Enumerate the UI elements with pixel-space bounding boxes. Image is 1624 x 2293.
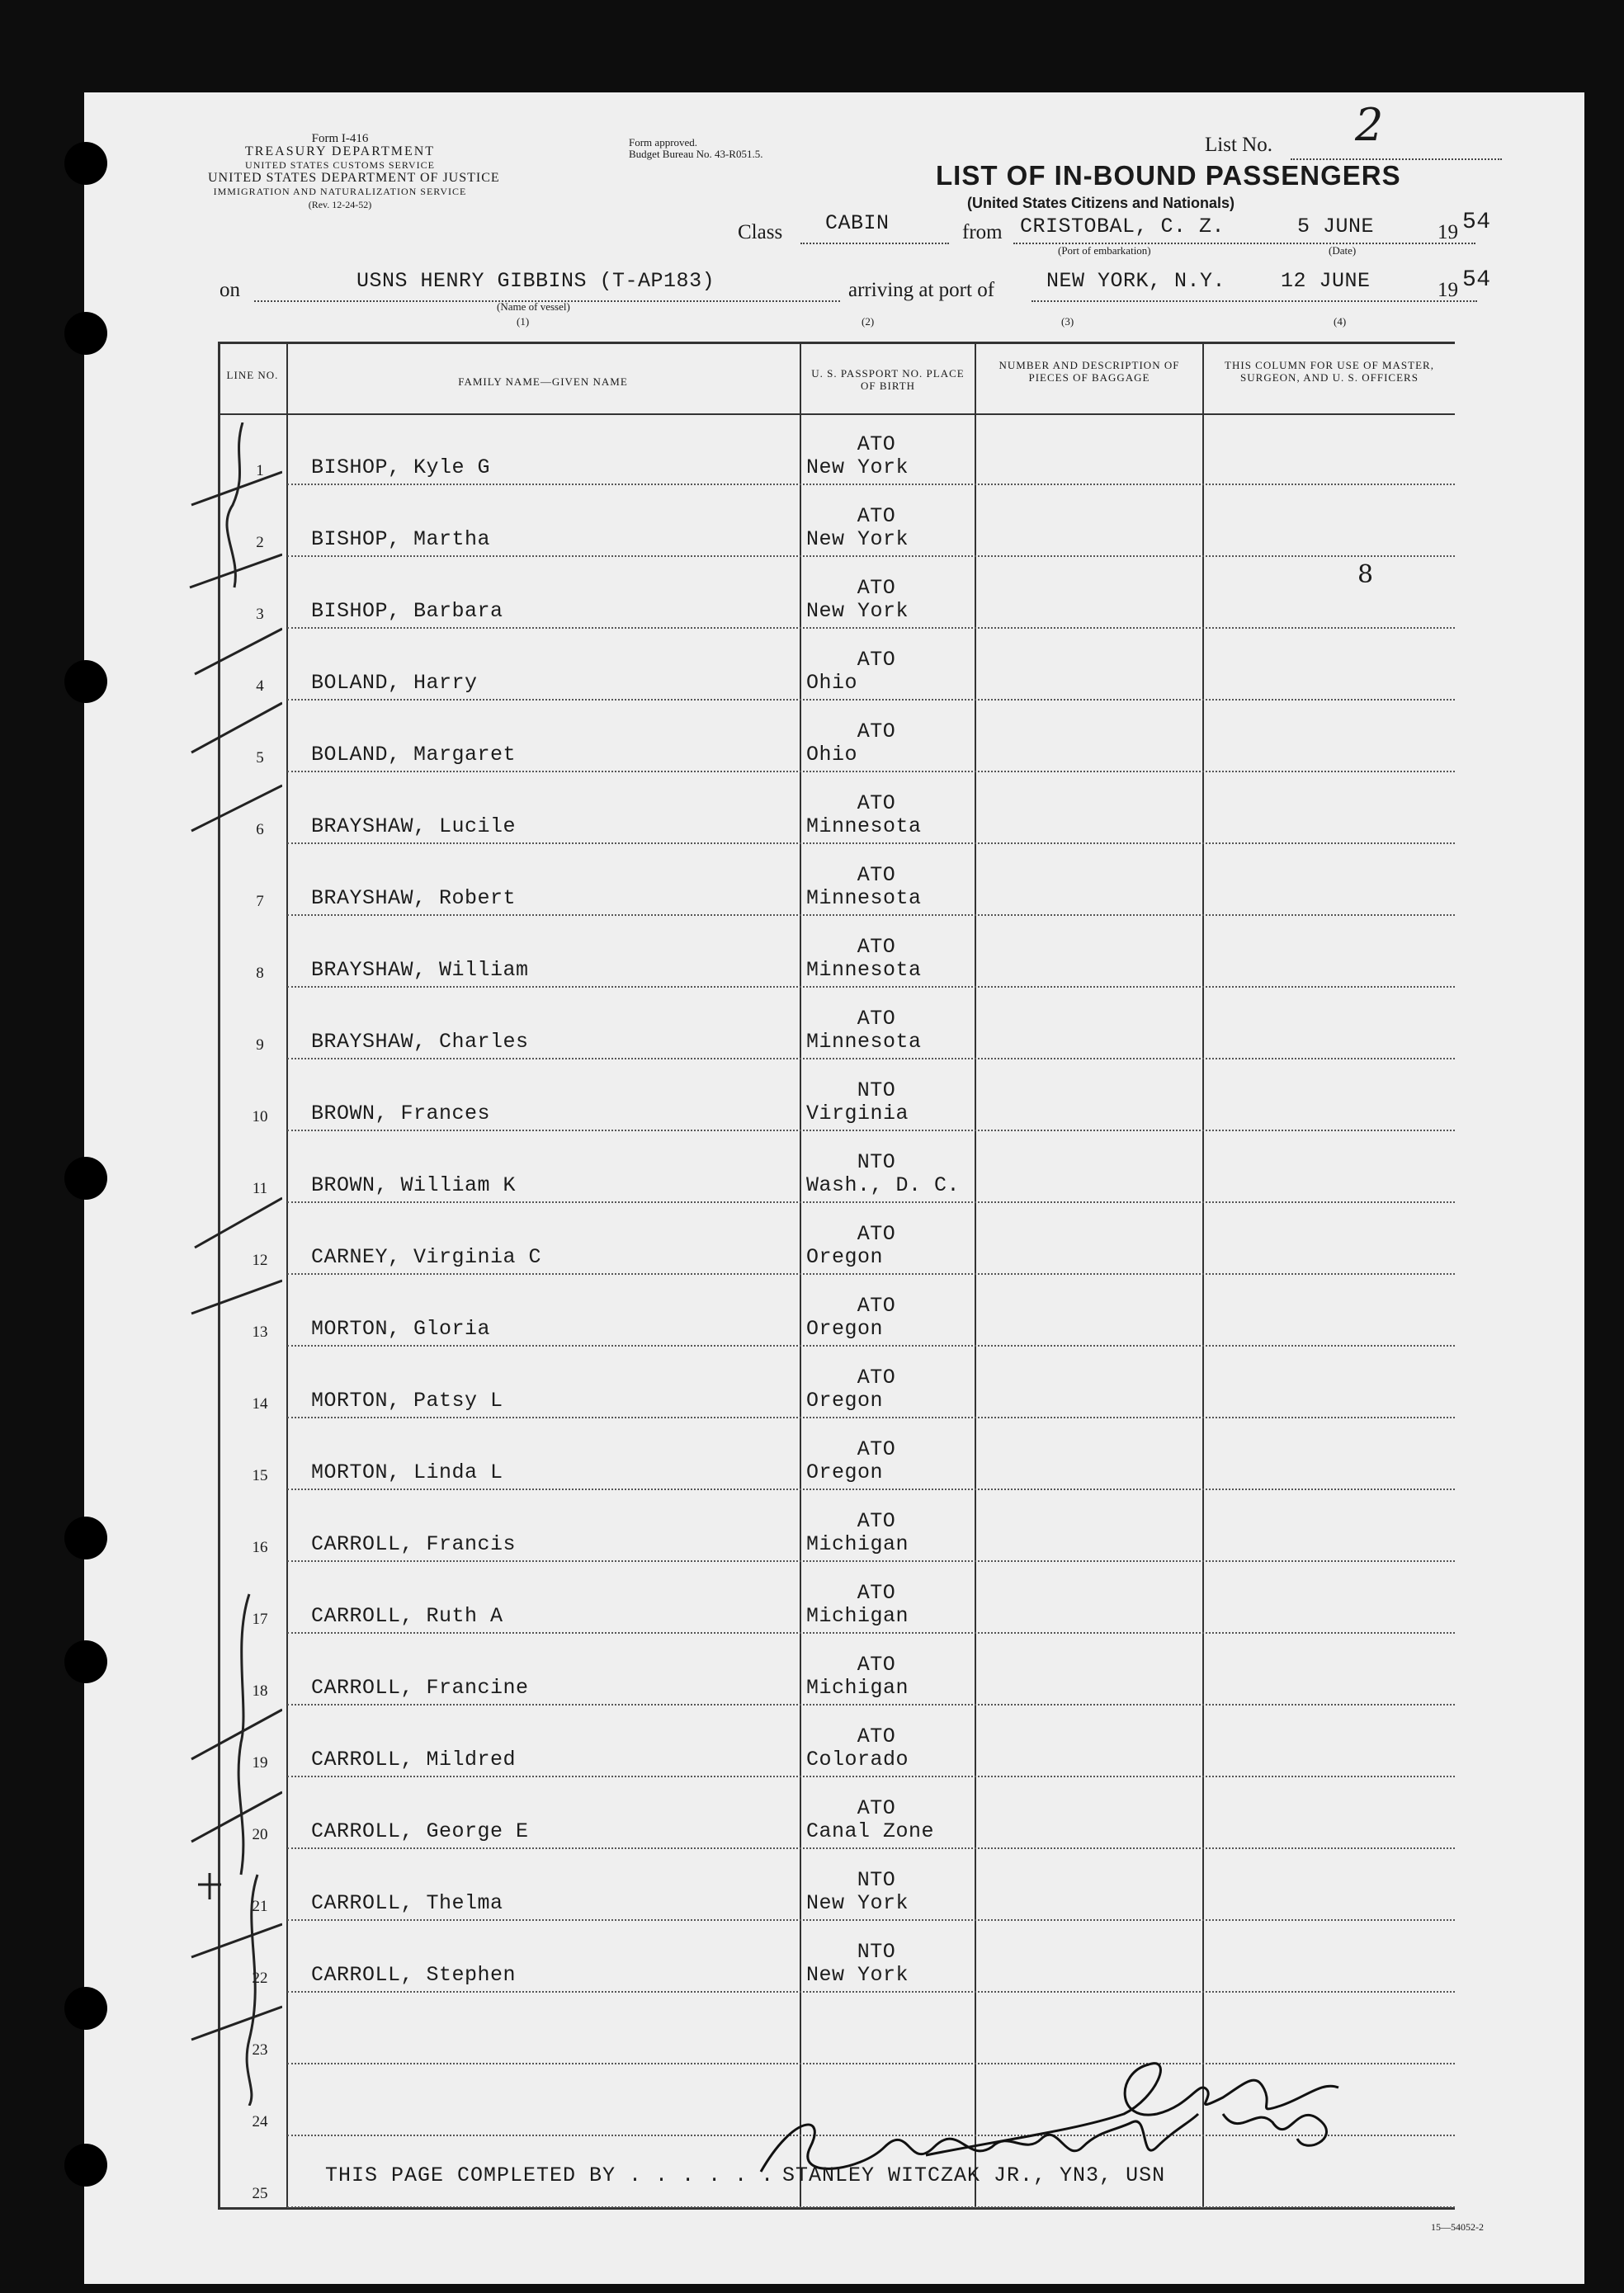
justice-label: UNITED STATES DEPARTMENT OF JUSTICE <box>208 171 500 185</box>
year-prefix-1: 19 <box>1438 221 1458 243</box>
line-number: 3 <box>256 606 264 623</box>
passenger-name: CARROLL, George E <box>311 1819 529 1843</box>
passenger-name: BROWN, William K <box>311 1173 517 1197</box>
table-row <box>220 1490 1455 1562</box>
passport-code: ATO <box>857 791 896 815</box>
col-header-passport: U. S. PASSPORT NO. PLACE OF BIRTH <box>811 367 965 392</box>
page-subtitle: (United States Citizens and Nationals) <box>967 195 1235 211</box>
form-approved-line-1: Form approved. <box>629 136 698 149</box>
place-of-birth: Canal Zone <box>806 1819 935 1843</box>
passport-code: ATO <box>857 576 896 600</box>
place-of-birth: Michigan <box>806 1604 909 1628</box>
place-of-birth: Wash., D. C. <box>806 1173 961 1197</box>
line-number: 14 <box>252 1395 268 1413</box>
line-number: 8 <box>256 965 264 982</box>
passenger-name: BISHOP, Barbara <box>311 599 503 623</box>
line-number: 15 <box>252 1467 268 1484</box>
table-row <box>220 916 1455 988</box>
punch-hole <box>64 2144 107 2187</box>
passport-code: ATO <box>857 1796 896 1820</box>
table-row <box>220 1777 1455 1849</box>
class-underline <box>800 243 949 244</box>
place-of-birth: New York <box>806 1891 909 1915</box>
line-number: 17 <box>252 1611 268 1628</box>
passenger-name: CARNEY, Virginia C <box>311 1245 542 1269</box>
caption-2: (2) <box>862 315 875 328</box>
col-header-line-no: LINE NO. <box>226 369 279 381</box>
table-row <box>220 844 1455 916</box>
table-row <box>220 1634 1455 1706</box>
table-row <box>220 1921 1455 1993</box>
line-number: 7 <box>256 893 264 910</box>
arrive-underline <box>1032 300 1477 302</box>
year-1: 54 <box>1462 210 1491 235</box>
form-approved <box>629 137 762 160</box>
table-row <box>220 557 1455 629</box>
arrive-date: 12 JUNE <box>1281 269 1371 293</box>
line-number: 16 <box>252 1539 268 1556</box>
revision-label: (Rev. 12-24-52) <box>308 199 372 210</box>
passenger-name: BOLAND, Harry <box>311 671 478 695</box>
passport-code: ATO <box>857 432 896 456</box>
completed-by-label: THIS PAGE COMPLETED BY . . . . . . <box>325 2163 775 2187</box>
passenger-name: BRAYSHAW, Lucile <box>311 814 517 838</box>
line-number: 12 <box>252 1252 268 1269</box>
line-number: 24 <box>252 2113 268 2130</box>
treasury-label: TREASURY DEPARTMENT <box>244 144 436 158</box>
passenger-name: BRAYSHAW, William <box>311 958 529 982</box>
agency-block <box>208 132 500 211</box>
form-approved-line-2: Budget Bureau No. 43-R051.5. <box>629 148 763 160</box>
place-of-birth: Michigan <box>806 1676 909 1700</box>
place-of-birth: New York <box>806 599 909 623</box>
table-row <box>220 1849 1455 1921</box>
caption-1: (1) <box>517 315 530 328</box>
place-of-birth: Michigan <box>806 1532 909 1556</box>
table-row <box>220 1059 1455 1131</box>
handwritten-brackets <box>183 422 282 2106</box>
place-of-birth: Minnesota <box>806 1030 922 1054</box>
table-row <box>220 772 1455 844</box>
passport-code: ATO <box>857 1007 896 1031</box>
line-number: 20 <box>252 1826 268 1843</box>
table-row <box>220 1203 1455 1275</box>
on-label: on <box>220 279 240 301</box>
passport-code: ATO <box>857 720 896 743</box>
line-number: 25 <box>252 2185 268 2202</box>
place-of-birth: New York <box>806 455 909 479</box>
line-number: 1 <box>256 462 264 479</box>
punch-hole <box>64 1987 107 2030</box>
class-value: CABIN <box>825 211 890 235</box>
passenger-name: BRAYSHAW, Charles <box>311 1030 529 1054</box>
passenger-name: BISHOP, Martha <box>311 527 491 551</box>
table-row <box>220 1347 1455 1418</box>
passport-code: ATO <box>857 1437 896 1461</box>
from-port: CRISTOBAL, C. Z. <box>1020 215 1225 238</box>
table-row <box>220 1131 1455 1203</box>
from-date: 5 JUNE <box>1297 215 1375 238</box>
line-number: 19 <box>252 1754 268 1772</box>
row-rule <box>287 2206 1455 2208</box>
col-header-baggage: NUMBER AND DESCRIPTION OF PIECES OF BAGGAGE <box>998 359 1180 384</box>
place-of-birth: Oregon <box>806 1317 884 1341</box>
passenger-name: BOLAND, Margaret <box>311 743 517 767</box>
passenger-table <box>218 342 1455 2210</box>
arriving-label: arriving at port of <box>848 279 995 301</box>
vessel-caption: (Name of vessel) <box>497 300 570 313</box>
passenger-name: BRAYSHAW, Robert <box>311 886 517 910</box>
line-number: 10 <box>252 1108 268 1125</box>
officer-mark: 8 <box>1357 560 1374 589</box>
table-row <box>220 413 1455 485</box>
table-row <box>220 988 1455 1059</box>
line-number: 23 <box>252 2041 268 2059</box>
place-of-birth: Minnesota <box>806 958 922 982</box>
passport-code: ATO <box>857 504 896 528</box>
table-row <box>220 701 1455 772</box>
passport-code: ATO <box>857 1581 896 1605</box>
year-2: 54 <box>1462 267 1491 293</box>
line-number: 13 <box>252 1323 268 1341</box>
table-row <box>220 1418 1455 1490</box>
place-of-birth: Oregon <box>806 1460 884 1484</box>
ins-label: IMMIGRATION AND NATURALIZATION SERVICE <box>213 186 467 197</box>
punch-hole <box>64 1640 107 1683</box>
place-of-birth: New York <box>806 1963 909 1987</box>
passport-code: ATO <box>857 1294 896 1318</box>
punch-hole <box>64 312 107 355</box>
passenger-name: CARROLL, Mildred <box>311 1748 517 1772</box>
col-header-officers: THIS COLUMN FOR USE OF MASTER, SURGEON, AND U. S. OFFICERS <box>1225 359 1434 384</box>
port-embark-caption: (Port of embarkation) <box>1058 244 1151 257</box>
passenger-name: MORTON, Patsy L <box>311 1389 503 1413</box>
passenger-name: CARROLL, Stephen <box>311 1963 517 1987</box>
arrive-port: NEW YORK, N.Y. <box>1046 269 1226 293</box>
passport-code: ATO <box>857 863 896 887</box>
passport-code: NTO <box>857 1940 896 1964</box>
passenger-name: CARROLL, Francis <box>311 1532 517 1556</box>
passport-code: NTO <box>857 1078 896 1102</box>
list-no-label: List No. <box>1205 134 1272 156</box>
col-header-name: FAMILY NAME—GIVEN NAME <box>458 375 628 388</box>
passenger-name: BISHOP, Kyle G <box>311 455 491 479</box>
table-row <box>220 1562 1455 1634</box>
punch-hole <box>64 1157 107 1200</box>
passport-code: ATO <box>857 1724 896 1748</box>
place-of-birth: Minnesota <box>806 814 922 838</box>
punch-hole <box>64 660 107 703</box>
page-title: LIST OF IN-BOUND PASSENGERS <box>936 160 1401 191</box>
passport-code: NTO <box>857 1868 896 1892</box>
line-number: 11 <box>252 1180 268 1197</box>
table-row <box>220 485 1455 557</box>
place-of-birth: Oregon <box>806 1245 884 1269</box>
place-of-birth: New York <box>806 527 909 551</box>
form-number: Form I-416 <box>311 132 369 145</box>
vessel-name: USNS HENRY GIBBINS (T-AP183) <box>356 269 715 293</box>
passenger-name: MORTON, Linda L <box>311 1460 503 1484</box>
punch-hole <box>64 1517 107 1559</box>
passenger-name: MORTON, Gloria <box>311 1317 491 1341</box>
place-of-birth: Ohio <box>806 743 858 767</box>
caption-4: (4) <box>1334 315 1347 328</box>
line-number: 6 <box>256 821 264 838</box>
passport-code: NTO <box>857 1150 896 1174</box>
table-row <box>220 1706 1455 1777</box>
completed-by-name: STANLEY WITCZAK JR., YN3, USN <box>782 2163 1166 2187</box>
line-number: 18 <box>252 1682 268 1700</box>
passenger-name: CARROLL, Thelma <box>311 1891 503 1915</box>
place-of-birth: Oregon <box>806 1389 884 1413</box>
line-number: 5 <box>256 749 264 767</box>
footer-code: 15—54052-2 <box>1431 2221 1484 2233</box>
caption-3: (3) <box>1061 315 1074 328</box>
table-row <box>220 629 1455 701</box>
line-number: 9 <box>256 1036 264 1054</box>
date-caption: (Date) <box>1329 244 1357 257</box>
passport-code: ATO <box>857 1222 896 1246</box>
line-number: 22 <box>252 1970 268 1987</box>
passenger-name: CARROLL, Ruth A <box>311 1604 503 1628</box>
year-prefix-2: 19 <box>1438 279 1458 301</box>
table-row <box>220 1275 1455 1347</box>
passport-code: ATO <box>857 648 896 672</box>
list-no-value: 2 <box>1355 99 1384 151</box>
line-number: 2 <box>256 534 264 551</box>
place-of-birth: Colorado <box>806 1748 909 1772</box>
line-number: 21 <box>252 1898 268 1915</box>
passport-code: ATO <box>857 1653 896 1677</box>
class-label: Class <box>738 221 783 243</box>
place-of-birth: Ohio <box>806 671 858 695</box>
passport-code: ATO <box>857 1509 896 1533</box>
passport-code: ATO <box>857 1366 896 1389</box>
passenger-name: CARROLL, Francine <box>311 1676 529 1700</box>
passenger-name: BROWN, Frances <box>311 1102 491 1125</box>
passport-code: ATO <box>857 935 896 959</box>
place-of-birth: Virginia <box>806 1102 909 1125</box>
from-label: from <box>962 221 1003 243</box>
line-number: 4 <box>256 677 264 695</box>
customs-label: UNITED STATES CUSTOMS SERVICE <box>245 159 435 171</box>
document-sheet <box>84 92 1584 2284</box>
punch-hole <box>64 142 107 185</box>
place-of-birth: Minnesota <box>806 886 922 910</box>
